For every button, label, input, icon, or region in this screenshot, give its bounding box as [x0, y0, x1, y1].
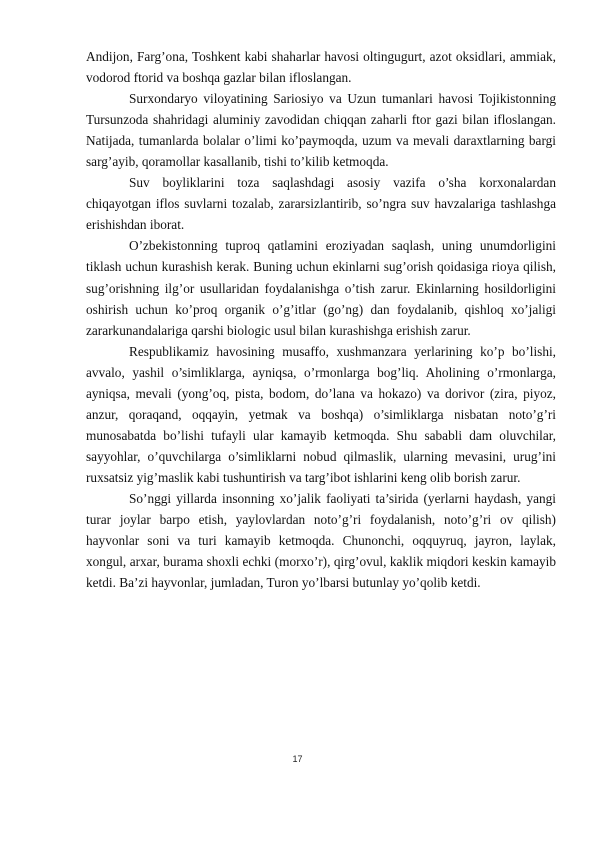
paragraph-water-resources: Suv boyliklarini toza saqlashdagi asosiy vazifa o’sha korxonalardan chiqayotgan iflos suvlarni tozalab, zararsizlantirib, so’ngra suv havzalariga tashlashga erishishdan iborat. — [86, 175, 556, 233]
paragraph-forests: Respublikamiz havosining musaffo, xushmanzara yerlarining ko’p bo’lishi, avvalo, yashil o’simliklarga, ayniqsa, o’rmonlarga bog’liq. Aholining o’rmonlarga, ayniqsa, mevali (yong’oq, pista, bodom, do’lana va hokazo) va dorivor (zira, piyoz, anzur, qoraqand, oqqayin, yetmak va boshqa) o’simliklarga nisbatan noto’g’ri munosabatda bo’lishi tufayli ular kamayib ketmoqda. Shu sababli dam oluvchilar, sayyohlar, o’quvchilarga o’simliklarni nobud qilmaslik, ularning mevasini, urug’ini ruxsatsiz yig’maslik kabi tushuntirish va targ’ibot ishlarini keng olib borish zarur. — [86, 343, 556, 485]
paragraph-animals: So’nggi yillarda insonning xo’jalik faoliyati ta’sirida (yerlarni haydash, yangi turar joylar barpo etish, yaylovlardan noto’g’ri foydalanish, noto’g’ri ov qilish) hayvonlar soni va turi kamayib ketmoqda. Chunonchi, oqquyruq, jayron, laylak, xongul, arxar, burama shoxli echki (morxo’r), qirg’ovul, kaklik miqdori keskin kamayib ketdi. Ba’zi hayvonlar, jumladan, Turon yo’lbarsi butunlay yo’qolib ketdi. — [86, 490, 556, 591]
page-number: 17 — [292, 754, 303, 764]
paragraph-continuation: Andijon, Farg’ona, Toshkent kabi shaharlar havosi oltingugurt, azot oksidlari, ammiak, vodorod ftorid va boshqa gazlar bilan ifloslangan. — [86, 49, 556, 86]
paragraph-soil-protection: O’zbekistonning tuproq qatlamini eroziyadan saqlash, uning unumdorligini tiklash uchun kurashish kerak. Buning uchun ekinlarni sug’orish qoidasiga rioya qilish, sug’orishning ilg’or usullaridan foydalanishga o’tish zarur. Ekinlarning hosildorligini oshirish uchun ko’proq organik o’g’itlar (go’ng) dan foydalanib, qishloq xo’jaligi zararkunandalariga qarshi biologic usul bilan kurashishga erishish zarur. — [86, 238, 556, 338]
body-text — [86, 46, 556, 593]
paragraph-surxondaryo: Surxondaryo viloyatining Sariosiyo va Uzun tumanlari havosi Tojikistonning Tursunzoda shahridagi aluminiy zavodidan chiqqan zaharli ftor gazi bilan ifloslangan. Natijada, tumanlarda bolalar o’limi ko’paymoqda, uzum va mevali daraxtlarning bargi sarg’ayib, qoramollar kasallanib, tishi to’kilib ketmoqda. — [86, 91, 556, 170]
